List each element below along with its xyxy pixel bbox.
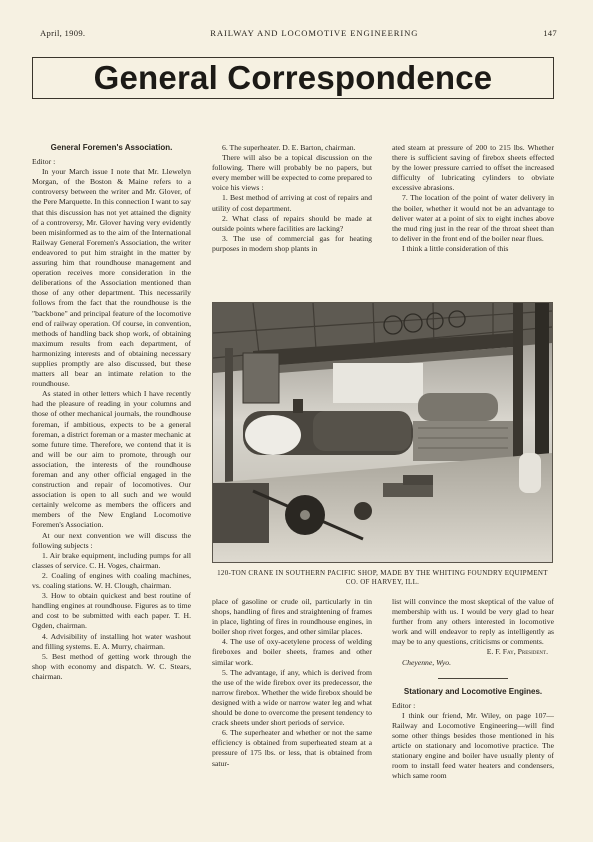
running-head bbox=[40, 28, 557, 38]
section-title-box bbox=[32, 57, 554, 99]
subject-item: 1. Air brake equipment, including pumps for all classes of service. C. H. Voges, chairman. bbox=[32, 550, 191, 570]
section-title: General Correspondence bbox=[93, 59, 493, 96]
paragraph: There will also be a topical discussion on the following. There will probably be no papers, but every member will be expected to come prepared to voice his views : bbox=[212, 153, 372, 193]
signature-place: Cheyenne, Wyo. bbox=[402, 657, 452, 667]
paragraph: As stated in other letters which I have recently had the pleasure of reading in your columns and those of other mechanical journals, the roundhouse foreman, if ambitious, expects to be a general foreman, a district foreman or a master mechanic at some future time. Therefore, we contend that it is and will be our aim to promote, through our association, the interests of the roundhouse foreman and any other official engaged in the construction and repair of locomotives. Our association is open to all such and we would certainly welcome as members the officers and members of the New England Locomotive Foremen's Association. bbox=[32, 389, 191, 530]
column-2-top bbox=[212, 143, 372, 254]
paragraph: list will convince the most skeptical of the value of membership with us. I would be very glad to hear further from any others interested in locomotive work and will endeavor to reply as intelligently as may be to any questions, criticisms or comments. bbox=[392, 597, 554, 647]
paragraph: ated steam at pressure of 200 to 215 lbs. Whether there is sufficient saving of firebox sheets effected by the lower pressure carried to offset the increased difficulty of lubricating cylinders to obviate excessive abrasions. bbox=[392, 143, 554, 193]
article-divider bbox=[438, 678, 508, 679]
paragraph: place of gasoline or crude oil, particularly in tin shops, handling of fires and straightening of frames in place, lighting of fires in roundhouse engines, in boiler shop rivet forges, and other similar places. bbox=[212, 597, 372, 637]
paragraph: At our next convention we will discuss the following subjects : bbox=[32, 530, 191, 550]
signature: E. F. Fay, President. bbox=[486, 647, 548, 657]
topic-item: 2. What class of repairs should be made at outside points where facilities are lacking? bbox=[212, 213, 372, 233]
topic-item: 6. The superheater and whether or not the same efficiency is obtained from superheated steam at a pressure of 175 lbs. or less, that is obtained from satur- bbox=[212, 728, 372, 768]
column-3-bottom bbox=[392, 597, 554, 782]
column-3-top bbox=[392, 143, 554, 254]
topic-item: 7. The location of the point of water delivery in the boiler, whether it would not be an advantage to deliver water at a point of six to eight inches above the mud ring just in the rear of the throat sheet than to deliver in the front end of the boiler near flues. bbox=[392, 193, 554, 243]
salutation: Editor : bbox=[392, 700, 416, 710]
issue-date: April, 1909. bbox=[40, 28, 86, 38]
journal-title: RAILWAY AND LOCOMOTIVE ENGINEERING bbox=[210, 28, 419, 38]
topic-item: 1. Best method of arriving at cost of repairs and utility of cost department. bbox=[212, 193, 372, 213]
topic-item: 4. The use of oxy-acetylene process of welding fireboxes and boiler sheets, frames and other similar work. bbox=[212, 637, 372, 667]
page-number: 147 bbox=[543, 28, 557, 38]
crane-shop-image bbox=[213, 303, 552, 562]
subject-item: 4. Advisibility of installing hot water washout and filling systems. E. A. Murry, chairman. bbox=[32, 631, 191, 651]
paragraph: I think our friend, Mr. Wiley, on page 107—Railway and Locomotive Engineering—will find some other things besides those mentioned in his article on stationary and locomotive practice. The stationary engine and boiler have usually plenty of room to install feed water heaters and condensers, which same room bbox=[392, 710, 554, 781]
photo-caption: 120-TON CRANE IN SOUTHERN PACIFIC SHOP, MADE BY THE WHITING FOUNDRY EQUIPMENT CO. OF HARVEY, ILL. bbox=[217, 569, 548, 586]
topic-item: 5. The advantage, if any, which is derived from the use of the wide firebox over its predecessor, the narrow firebox. Whether the wide firebox should be designed with a wide or narrow water leg and what should be done to overcome the present tendency to crack sheets under short periods of service. bbox=[212, 667, 372, 728]
column-1 bbox=[32, 143, 191, 682]
article-heading-stationary: Stationary and Locomotive Engines. bbox=[403, 686, 543, 696]
subject-item: 3. How to obtain quickest and best routine of handling engines at roundhouse. Figures as to time and cost to be submitted with each paper. T. H. Ogden, chairman. bbox=[32, 591, 191, 631]
salutation: Editor : bbox=[32, 157, 56, 167]
subject-item: 2. Coaling of engines with coaling machines, vs. coaling stations. W. H. Clough, chairman. bbox=[32, 570, 191, 591]
topic-item: 3. The use of commercial gas for heating purposes in modern shop plants in bbox=[212, 233, 372, 253]
paragraph: I think a little consideration of this bbox=[402, 243, 509, 253]
crane-photograph bbox=[212, 302, 553, 563]
subject-item: 5. Best method of getting work through the shop with economy and dispatch. W. C. Stears, chairman. bbox=[32, 651, 191, 681]
paragraph: In your March issue I note that Mr. Llewelyn Morgan, of the Boston & Maine refers to a controversy between the writer and Mr. Glover, of the Pere Marquette. In this connection I want to say that this discussion has not yet attained the dignity of a controversy, Mr. Glover having very evidently been misinformed as to the aim of the International Railway General Foremen's Association, the writer endeavored to put him straight in the matter by assuring him that roundhouse management and operation receives more consideration in the deliberations of the Association mentioned than those of any other department. This necessarily follows from the fact that the roundhouse is the "backbone" and principal feature of the locomotive end of railway operation. Of course, in convention, methods of handling back shop work, of obtaining maximum results from each department, of harmonizing interests and of obtaining necessary supplies promptly are also discussed, but these matters all bear an intimate relation to the roundhouse. bbox=[32, 167, 191, 389]
article-heading-foremen: General Foremen's Association. bbox=[50, 143, 173, 152]
subject-item: 6. The superheater. D. E. Barton, chairman. bbox=[222, 143, 356, 152]
column-2-bottom bbox=[212, 597, 372, 769]
